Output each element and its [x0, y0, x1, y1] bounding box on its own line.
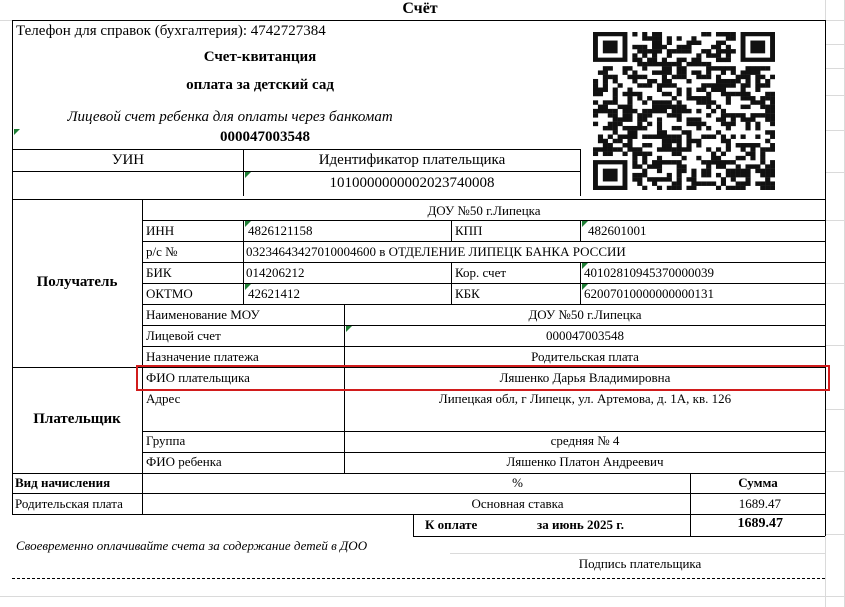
oktmo-value: 42621412: [248, 286, 300, 301]
kpp-value: 482601001: [588, 223, 647, 238]
rs-value: 03234643427010004600 в ОТДЕЛЕНИЕ ЛИПЕЦК БАНКА РОССИИ: [246, 244, 626, 259]
account-number: 000047003548: [220, 129, 310, 145]
address-value: Липецкая обл, г Липецк, ул. Артемова, д. 1А, кв. 126: [438, 391, 732, 406]
payer-fio-value: Ляшенко Дарья Владимировна: [499, 370, 671, 385]
charge-type-header: Вид начисления: [15, 475, 111, 490]
sheet-title: Счёт: [402, 0, 438, 17]
percent-header: %: [512, 475, 523, 490]
child-label: ФИО ребенка: [146, 454, 222, 469]
personal-account-value: 000047003548: [546, 328, 624, 343]
group-label: Группа: [146, 433, 186, 448]
phone-text: Телефон для справок (бухгалтерия): 4742727384: [16, 23, 326, 39]
bik-label: БИК: [146, 265, 172, 280]
inn-value: 4826121158: [248, 223, 313, 238]
qr-code-image: [593, 32, 775, 190]
purpose-label: Назначение платежа: [146, 349, 259, 364]
recipient-org-name: ДОУ №50 г.Липецка: [427, 203, 541, 218]
account-note: Лицевой счет ребенка для оплаты через банкомат: [67, 109, 393, 125]
ks-label: Кор. счет: [455, 265, 507, 280]
group-value: средняя № 4: [550, 433, 620, 448]
mou-label: Наименование МОУ: [146, 307, 260, 322]
kpp-label: КПП: [455, 223, 483, 238]
footer-note: Своевременно оплачивайте счета за содержание детей в ДОО: [16, 538, 368, 553]
uin-label: УИН: [111, 152, 145, 168]
charge-row-type: Родительская плата: [15, 496, 123, 511]
ks-value: 40102810945370000039: [584, 265, 714, 280]
address-label: Адрес: [146, 391, 181, 406]
oktmo-label: ОКТМО: [146, 286, 193, 301]
payer-id-label: Идентификатор плательщика: [318, 152, 506, 168]
payer-fio-label: ФИО плательщика: [146, 370, 250, 385]
personal-account-label: Лицевой счет: [146, 328, 221, 343]
mou-value: ДОУ №50 г.Липецка: [528, 307, 642, 322]
payer-id-value: 1010000000002023740008: [329, 175, 495, 191]
purpose-value: Родительская плата: [531, 349, 639, 364]
rs-label: р/с №: [146, 244, 178, 259]
due-period: за июнь 2025 г.: [537, 517, 624, 532]
child-value: Ляшенко Платон Андреевич: [506, 454, 664, 469]
doc-subtitle: оплата за детский сад: [186, 77, 334, 93]
kbk-label: КБК: [455, 286, 480, 301]
bik-value: 014206212: [246, 265, 305, 280]
total-amount: 1689.47: [737, 516, 783, 531]
sum-header: Сумма: [738, 475, 778, 490]
cut-line: [12, 578, 825, 579]
charge-row-rate: Основная ставка: [471, 496, 564, 511]
recipient-section-label: Получатель: [36, 274, 118, 290]
inn-label: ИНН: [146, 223, 175, 238]
doc-title: Счет-квитанция: [203, 49, 317, 65]
payer-section-label: Плательщик: [33, 411, 121, 427]
signature-label: Подпись плательщика: [578, 556, 702, 571]
kbk-value: 62007010000000000131: [584, 286, 714, 301]
charge-row-sum: 1689.47: [738, 496, 781, 511]
due-label: К оплате: [425, 517, 478, 532]
